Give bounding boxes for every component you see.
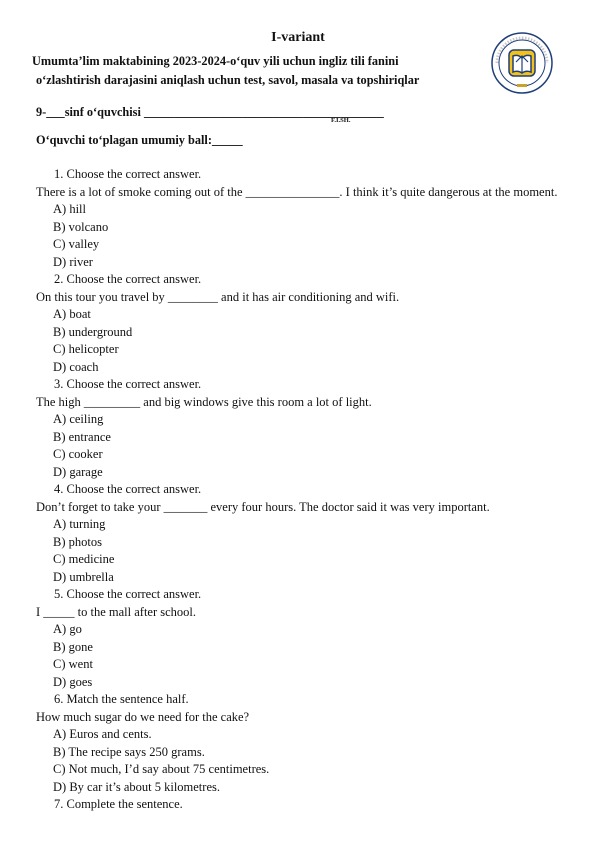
answer-option[interactable]: B) entrance: [53, 429, 111, 444]
question-heading: 1. Choose the correct answer.: [54, 167, 202, 181]
answer-option[interactable]: B) The recipe says 250 grams.: [53, 744, 205, 759]
class-student-line: 9-___sinf o‘quvchisi _______________________________________: [36, 105, 384, 119]
answer-option[interactable]: C) valley: [53, 237, 100, 251]
question-heading: 5. Choose the correct answer.: [54, 587, 202, 601]
name-caption: F.I.SH.: [331, 117, 351, 124]
question-block: [36, 376, 566, 481]
answer-option[interactable]: D) river: [53, 254, 93, 269]
question-stem: Don’t forget to take your _______ every four hours. The doctor said it was very important.: [36, 499, 490, 514]
page-header: [0, 0, 596, 160]
variant-title: I-variant: [271, 30, 325, 45]
answer-option[interactable]: C) went: [53, 657, 93, 671]
answer-option[interactable]: D) goes: [53, 674, 93, 689]
question-block: [36, 796, 566, 814]
question-block: [36, 586, 566, 691]
answer-option[interactable]: A) ceiling: [53, 412, 104, 426]
answer-option[interactable]: B) gone: [53, 639, 93, 654]
question-stem: On this tour you travel by ________ and it has air conditioning and wifi.: [36, 289, 400, 304]
answer-option[interactable]: D) By car it’s about 5 kilometres.: [53, 779, 220, 794]
book-emblem-icon: [491, 32, 553, 94]
answer-option[interactable]: C) helicopter: [53, 342, 119, 356]
total-score-line: O‘quvchi to‘plagan umumiy ball:_____: [36, 133, 243, 147]
answer-option[interactable]: A) hill: [53, 202, 86, 216]
question-heading: 2. Choose the correct answer.: [54, 272, 202, 286]
question-heading: 6. Match the sentence half.: [54, 692, 189, 706]
question-stem: The high _________ and big windows give this room a lot of light.: [36, 394, 372, 409]
question-heading: 3. Choose the correct answer.: [54, 377, 202, 391]
answer-option[interactable]: B) underground: [53, 324, 133, 339]
answer-option[interactable]: C) medicine: [53, 552, 115, 566]
answer-option[interactable]: D) coach: [53, 359, 99, 374]
question-block: [36, 166, 566, 271]
answer-option[interactable]: B) photos: [53, 534, 102, 549]
answer-option[interactable]: A) turning: [53, 517, 106, 531]
answer-option[interactable]: C) cooker: [53, 447, 103, 461]
answer-option[interactable]: A) go: [53, 622, 82, 636]
document-title-line-2: o‘zlashtirish darajasini aniqlash uchun test, savol, masala va topshiriqlar: [36, 73, 420, 87]
answer-option[interactable]: D) garage: [53, 464, 103, 479]
question-block: [36, 691, 566, 796]
question-stem: There is a lot of smoke coming out of the _______________. I think it’s quite dangerous at the moment.: [36, 184, 558, 199]
answer-option[interactable]: D) umbrella: [53, 569, 114, 584]
question-block: [36, 271, 566, 376]
question-stem: How much sugar do we need for the cake?: [36, 709, 250, 724]
answer-option[interactable]: C) Not much, I’d say about 75 centimetres.: [53, 762, 270, 776]
question-stem: I _____ to the mall after school.: [36, 604, 197, 619]
question-block: [36, 481, 566, 586]
question-heading: 4. Choose the correct answer.: [54, 482, 202, 496]
answer-option[interactable]: B) volcano: [53, 219, 109, 234]
questions-list: [36, 166, 566, 814]
document-title-line-1: Umumta’lim maktabining 2023-2024-o‘quv yili uchun ingliz tili fanini: [32, 54, 399, 68]
answer-option[interactable]: A) Euros and cents.: [53, 727, 152, 741]
answer-option[interactable]: A) boat: [53, 307, 91, 321]
question-heading: 7. Complete the sentence.: [54, 797, 183, 811]
